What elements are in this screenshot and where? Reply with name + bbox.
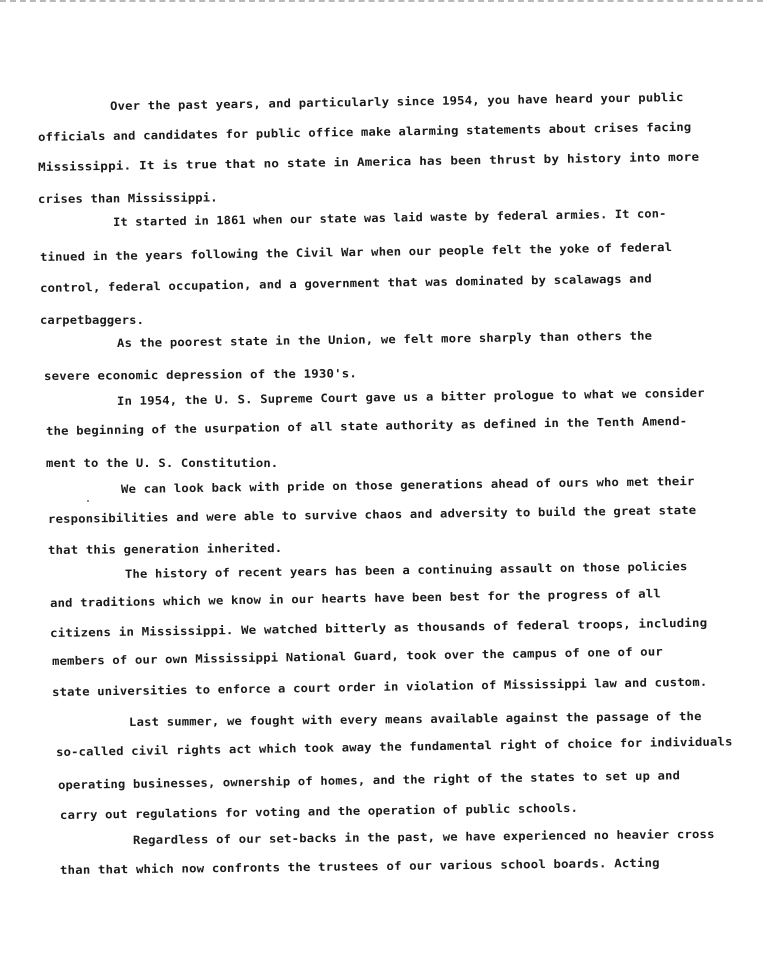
document-line: than that which now confronts the trustees of our various school boards. Acting — [59, 855, 660, 877]
document-line: ment to the U. S. Constitution. — [46, 456, 279, 470]
document-line: Mississippi. It is true that no state in America has been thrust by history into more — [37, 149, 700, 174]
document-line: We can look back with pride on those generations ahead of ours who met their — [120, 473, 695, 496]
document-line: The history of recent years has been a continuing assault on those policies — [124, 559, 688, 581]
document-line: crises than Mississippi. — [37, 190, 218, 206]
document-line: In 1954, the U. S. Supreme Court gave us a bitter prologue to what we consider — [116, 385, 705, 408]
document-line: Over the past years, and particularly since 1954, you have heard your public — [109, 89, 684, 113]
document-line: responsibilities and were able to survive chaos and adversity to build the great state — [47, 502, 697, 526]
document-line: the beginning of the usurpation of all state authority as defined in the Tenth Amend- — [45, 413, 688, 438]
document-line: operating businesses, ownership of homes, and the right of the states to set up and — [57, 768, 681, 792]
document-line: so-called civil rights act which took away the fundamental right of choice for individuals — [55, 734, 733, 759]
document-line: and traditions which we know in our hearts have been best for the progress of all — [49, 586, 661, 610]
document-line: Regardless of our set-backs in the past, we have experienced no heavier cross — [132, 826, 715, 847]
document-line: that this generation inherited. — [47, 540, 283, 557]
document-line: citizens in Mississippi. We watched bitterly as thousands of federal troops, including — [49, 615, 708, 640]
document-line: severe economic depression of the 1930's. — [43, 366, 358, 383]
document-line: state universities to enforce a court order in violation of Mississippi law and custom. — [51, 674, 708, 699]
document-line: Last summer, we fought with every means available against the passage of the — [128, 709, 702, 729]
document-line: control, federal occupation, and a government that was dominated by scalawags and — [39, 271, 653, 295]
document-line: carpetbaggers. — [40, 313, 145, 327]
scan-speck — [87, 500, 89, 502]
document-line: members of our own Mississippi National Guard, took over the campus of one of our — [51, 644, 663, 668]
document-line: carry out regulations for voting and the operation of public schools. — [59, 800, 579, 822]
document-line: tinued in the years following the Civil War when our people felt the yoke of federal — [39, 240, 673, 264]
document-line: It started in 1861 when our state was laid waste by federal armies. It con- — [112, 206, 667, 229]
document-line: As the poorest state in the Union, we felt more sharply than others the — [116, 328, 653, 350]
document-line: officials and candidates for public office make alarming statements about crises facing — [37, 119, 692, 144]
